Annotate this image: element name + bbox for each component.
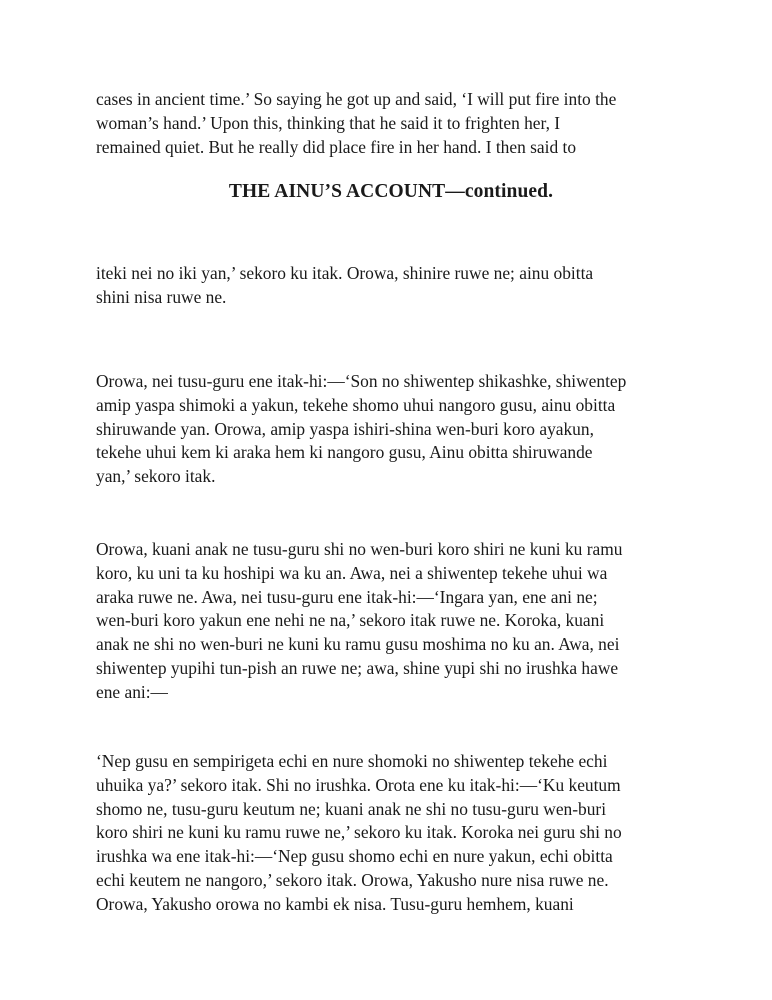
intro-paragraph: cases in ancient time.’ So saying he got up and said, ‘I will put fire into the woman’s hand.’ Upon this, thinking that he said it to frighten her, I remained quiet. But he really did place fire in her hand. I then said to (96, 89, 617, 157)
paragraph-3: Orowa, kuani anak ne tusu-guru shi no wen-buri koro shiri ne kuni ku ramu koro, ku uni ta ku hoshipi wa ku an. Awa, nei a shiwentep tekehe uhui wa araka ruwe ne. Awa, nei tusu-guru ene itak-hi:—‘Ingara yan, ene ani ne; wen-buri koro yakun ene nehi ne na,’ sekoro itak ruwe ne. Koroka, kuani anak ne shi no wen-buri ne kuni ku ramu gusu moshima no ku an. Awa, nei shiwentep yupihi tun-pish an ruwe ne; awa, shine yupi shi no irushka hawe ene ani:— (96, 539, 623, 702)
section-heading: THE AINU’S ACCOUNT—continued. (228, 181, 554, 202)
paragraph-2: Orowa, nei tusu-guru ene itak-hi:—‘Son no shiwentep shikashke, shiwentep amip yaspa shimoki a yakun, tekehe shomo uhui nangoro gusu, ainu obitta shiruwande yan. Orowa, amip yaspa ishiri-shina wen-buri koro ayakun, tekehe uhui kem ki araka hem ki nangoro gusu, Ainu obitta shiruwande yan,’ sekoro itak. (96, 371, 627, 487)
paragraph-1: iteki nei no iki yan,’ sekoro ku itak. Orowa, shinire ruwe ne; ainu obitta shini nisa ruwe ne. (96, 263, 594, 307)
paragraph-4: ‘Nep gusu en sempirigeta echi en nure shomoki no shiwentep tekehe echi uhuika ya?’ sekoro itak. Shi no irushka. Orota ene ku itak-hi:—‘Ku keutum shomo ne, tusu-guru keutum ne; kuani anak ne shi no tusu-guru wen-buri koro shiri ne kuni ku ramu ruwe ne,’ sekoro ku itak. Koroka nei guru shi no irushka wa ene itak-hi:—‘Nep gusu shomo echi en nure yakun, echi obitta echi keutem ne nangoro,’ sekoro itak. Orowa, Yakusho nure nisa ruwe ne. Orowa, Yakusho orowa no kambi ek nisa. Tusu-guru hemhem, kuani (96, 751, 622, 914)
